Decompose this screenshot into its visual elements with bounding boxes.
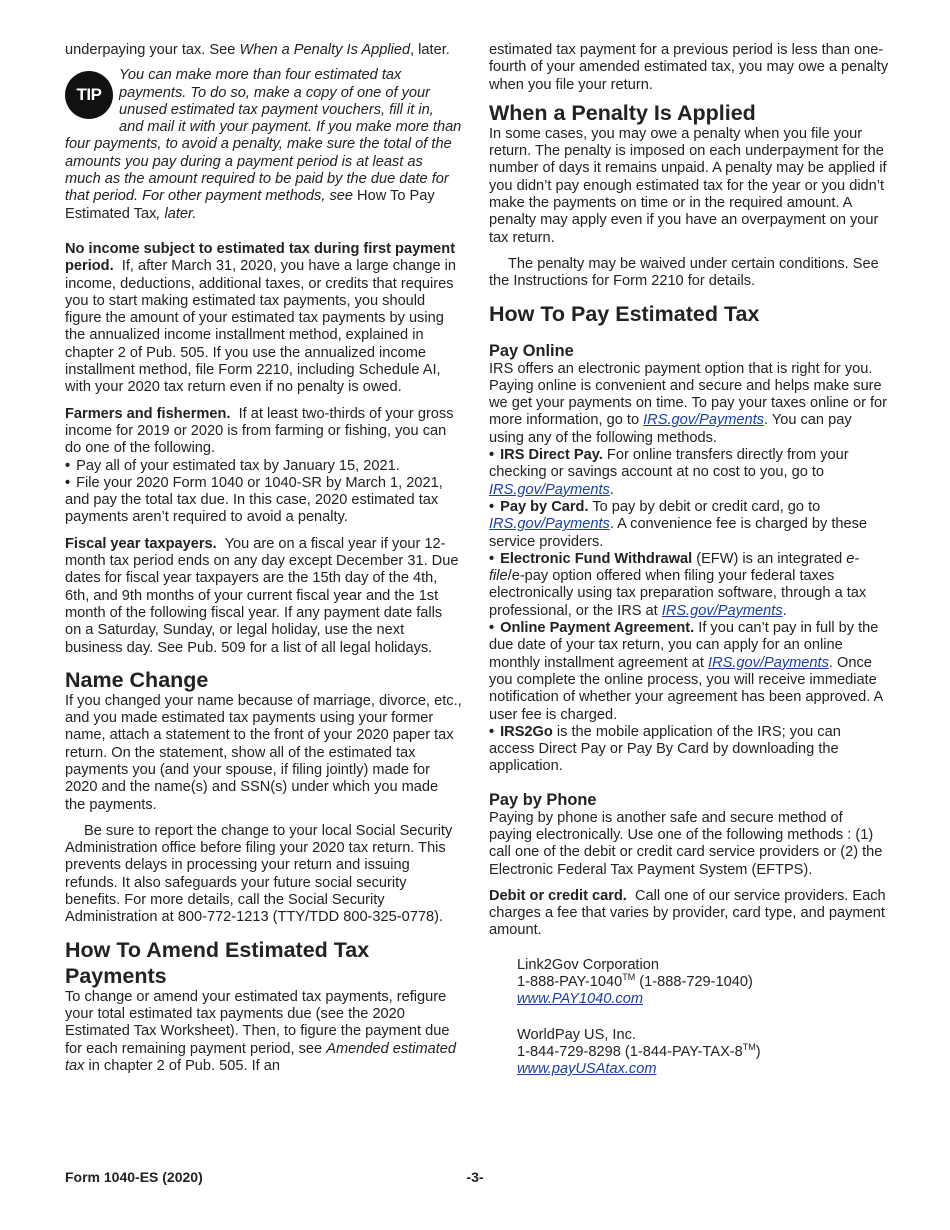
- left-column: [65, 42, 462, 1075]
- penalty-paragraph-2: The penalty may be waived under certain conditions. See the Instructions for Form 2210 for details.: [489, 255, 879, 290]
- tip-box: [65, 67, 462, 223]
- bullet-irs2go: • IRS2Go is the mobile application of the IRS; you can access Direct Pay or Pay By Card by downloading the application.: [489, 724, 889, 776]
- how-to-pay-heading: How To Pay Estimated Tax: [489, 301, 760, 326]
- contact-worldpay: [517, 1027, 889, 1079]
- bullet-pay-by-card: • Pay by Card. To pay by debit or credit card, go to IRS.gov/Payments. A convenience fee is charged by these service providers.: [489, 499, 889, 551]
- debit-credit-paragraph: Debit or credit card. Call one of our service providers. Each charges a fee that varies by provider, card type, and payment amount.: [489, 887, 886, 939]
- payusatax-link[interactable]: www.payUSAtax.com: [517, 1061, 657, 1078]
- opa-link[interactable]: IRS.gov/Payments: [708, 654, 829, 671]
- name-change-paragraph-2: Be sure to report the change to your local Social Security Administration office before filing your 2020 tax return. This prevents delays in processing your return and issuing refunds. It also safeguards your future social security benefits. For more details, call the Social Security Administration at 800-772-1213 (TTY/TDD 800-325-0778).: [65, 822, 453, 926]
- fiscal-year-paragraph: Fiscal year taxpayers. You are on a fiscal year if your 12-month tax period ends on any day except December 31. Due dates for fiscal year taxpayers are the 15th day of the 4th, 6th, and 9th months of your current fiscal year and the 1st month of the following fiscal year. If any payment date falls on a Saturday, Sunday, or legal holiday, use the next business day. See Pub. 509 for a list of all legal holidays.: [65, 535, 459, 656]
- penalty-paragraph-1: In some cases, you may owe a penalty when you file your return. The penalty is imposed on each underpayment for the number of days it remains unpaid. A penalty may be applied if you didn’t pay enough estimated tax for the year or you didn’t make the payments on time or in the required amount. A penalty may apply even if you have an overpayment on your tax return.: [489, 125, 887, 246]
- footer-form-name: Form 1040-ES (2020): [65, 1169, 203, 1185]
- pay-online-heading: Pay Online: [489, 341, 574, 360]
- penalty-heading: When a Penalty Is Applied: [489, 100, 756, 125]
- efw-link[interactable]: IRS.gov/Payments: [661, 602, 783, 619]
- contact-phone: 1-844-729-8298 (1-844-PAY-TAX-8™): [517, 1042, 761, 1060]
- farmers-bullet-2: • File your 2020 Form 1040 or 1040-SR by March 1, 2021, and pay the total tax due. In this case, 2020 estimated tax payments aren’t required to avoid a penalty.: [65, 475, 462, 527]
- contact-name: WorldPay US, Inc.: [517, 1026, 636, 1043]
- pay-by-phone-heading: Pay by Phone: [489, 790, 597, 809]
- footer-page-number: -3-: [466, 1169, 484, 1185]
- amend-heading: How To Amend Estimated Tax Payments: [65, 937, 370, 988]
- name-change-heading: Name Change: [65, 667, 209, 692]
- contact-link2gov: [517, 957, 889, 1009]
- direct-pay-link[interactable]: IRS.gov/Payments: [489, 481, 610, 498]
- name-change-paragraph-1: If you changed your name because of marriage, divorce, etc., and you made estimated tax payments using your former name, attach a statement to the front of your 2020 paper tax return. On the statement, show all of the estimated tax payments you (and your spouse, if filing jointly) made for 2020 and the name(s) and SSN(s) under which you made the payments.: [65, 692, 462, 813]
- intro-paragraph: underpaying your tax. See When a Penalty Is Applied, later.: [65, 42, 450, 58]
- pay-by-phone-paragraph: Paying by phone is another safe and secure method of paying electronically. Use one of the following methods : (1) call one of the debit or credit card service providers or (2) the Electronic Federal Tax Payment System (EFTPS).: [489, 809, 883, 878]
- farmers-paragraph: Farmers and fishermen. If at least two-thirds of your gross income for 2019 or 2020 is from farming or fishing, you can do one of the following.: [65, 405, 454, 457]
- amend-paragraph: To change or amend your estimated tax payments, refigure your total estimated tax payments due (see the 2020 Estimated Tax Worksheet). Then, to figure the payment due for each remaining payment period, see Amended estimated tax in chapter 2 of Pub. 505. If an: [65, 988, 457, 1074]
- farmers-bullet-1: • Pay all of your estimated tax by January 15, 2021.: [65, 458, 462, 475]
- continued-paragraph: estimated tax payment for a previous period is less than one-fourth of your amended estimated tax, you may owe a penalty when you file your return.: [489, 42, 889, 93]
- pay-by-card-link[interactable]: IRS.gov/Payments: [489, 516, 610, 533]
- tip-icon: TIP: [65, 71, 113, 119]
- tip-text: You can make more than four estimated tax payments. To do so, make a copy of one of your unused estimated tax payment vouchers, fill it in, and mail it with your payment. If you make more than four payments, to avoid a penalty, make sure the total of the amounts you pay during a payment period is at least as much as the amount required to be paid by the due date for that period. For other payment methods, see How To Pay Estimated Tax, later.: [65, 67, 462, 222]
- contact-phone: 1-888-PAY-1040™ (1-888-729-1040): [517, 972, 753, 991]
- pay1040-link[interactable]: www.PAY1040.com: [517, 991, 643, 1008]
- right-column: [489, 42, 889, 1079]
- contact-name: Link2Gov Corporation: [517, 956, 659, 973]
- bullet-direct-pay: • IRS Direct Pay. For online transfers directly from your checking or savings account at no cost to you, go to IRS.gov/Payments.: [489, 447, 889, 499]
- irs-payments-link[interactable]: IRS.gov/Payments: [643, 412, 764, 429]
- bullet-efw: • Electronic Fund Withdrawal (EFW) is an integrated e-file/e-pay option offered when filing your federal taxes electronically using tax preparation software, through a tax professional, or the IRS at IRS.gov/Payments.: [489, 551, 889, 620]
- bullet-online-payment-agreement: • Online Payment Agreement. If you can’t pay in full by the due date of your tax return, you can apply for an online monthly installment agreement at IRS.gov/Payments. Once you complete the online process, you will receive immediate notification of whether your agreement has been approved. A user fee is charged.: [489, 620, 889, 724]
- pay-online-paragraph: IRS offers an electronic payment option that is right for you. Paying online is convenient and secure and helps make sure we get your payments on time. To pay your taxes online or for more information, go to IRS.gov/Payments. You can pay using any of the following methods.: [489, 360, 888, 446]
- no-income-paragraph: No income subject to estimated tax during first payment period. If, after March 31, 2020, you have a large change in income, deductions, additional taxes, or credits that requires you to start making estimated tax payments, you should figure the amount of your estimated tax payments by using the annualized income installment method, explained in chapter 2 of Pub. 505. If you use the annualized income installment method, file Form 2210, including Schedule AI, with your 2020 tax return even if no penalty is owed.: [65, 240, 457, 396]
